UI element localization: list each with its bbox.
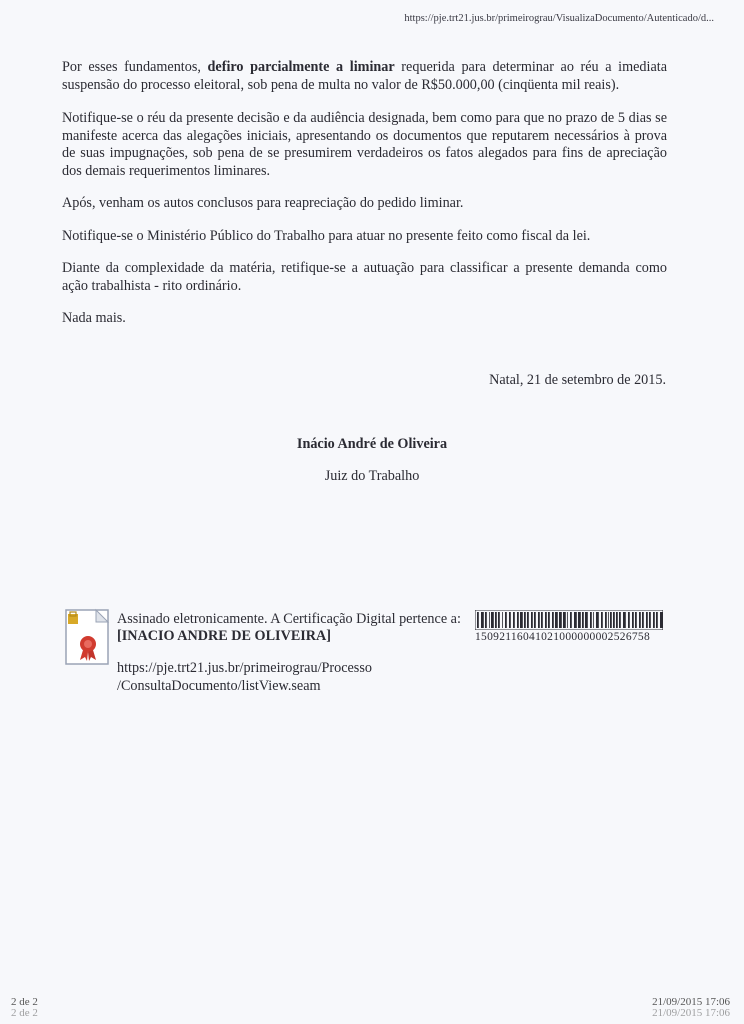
barcode-bar — [545, 612, 547, 628]
barcode-bar — [632, 612, 634, 628]
barcode-bar — [601, 612, 603, 628]
barcode-bar — [502, 612, 503, 628]
barcode-bar — [635, 612, 637, 628]
barcode-bar — [498, 612, 500, 628]
barcode-bar — [563, 612, 566, 628]
barcode-bar — [582, 612, 584, 628]
barcode-bar — [613, 612, 615, 628]
signature-block — [117, 611, 461, 645]
barcode-bar — [605, 612, 607, 628]
judge-title: Juiz do Trabalho — [324, 468, 420, 484]
barcode-bar — [642, 612, 644, 628]
barcode-bar — [593, 612, 594, 628]
barcode-bar — [491, 612, 494, 628]
header-url: https://pje.trt21.jus.br/primeirograu/VisualizaDocumento/Autenticado/d... — [404, 13, 714, 24]
barcode-bar — [509, 612, 511, 628]
barcode-bar — [639, 612, 641, 628]
verification-url-line1: https://pje.trt21.jus.br/primeirograu/Processo — [117, 660, 372, 676]
barcode-bar — [610, 612, 612, 628]
barcode-bar — [485, 612, 487, 628]
barcode-bar — [619, 612, 621, 628]
barcode-bar — [548, 612, 550, 628]
barcode-bar — [649, 612, 651, 628]
judge-name: Inácio André de Oliveira — [296, 436, 448, 452]
page-indicator — [11, 997, 38, 1019]
notify-ministry-paragraph: Notifique-se o Ministério Público do Trabalho para atuar no presente feito como fiscal da lei. — [62, 228, 591, 244]
barcode-bar — [570, 612, 572, 628]
barcode-bar — [513, 612, 515, 628]
barcode-bar — [608, 612, 609, 628]
barcode-bar — [656, 612, 658, 628]
signer-name: [INACIO ANDRE DE OLIVEIRA] — [117, 628, 332, 644]
barcode-bar — [559, 612, 562, 628]
barcode-bar — [505, 612, 507, 628]
closing-paragraph: Nada mais. — [62, 310, 126, 326]
barcode-bar — [660, 612, 663, 628]
barcode-bar — [552, 612, 554, 628]
barcode-bar — [653, 612, 655, 628]
barcode-bar — [481, 612, 484, 628]
barcode-bar — [616, 612, 618, 628]
barcode-bar — [567, 612, 568, 628]
decision-paragraph — [62, 59, 667, 94]
barcode-bar — [623, 612, 626, 628]
signature-statement: Assinado eletronicamente. A Certificação Digital pertence a: — [117, 611, 461, 627]
print-datetime — [652, 997, 730, 1019]
barcode-bar — [628, 612, 630, 628]
decision-text-end: requerida para determinar ao réu a imediata suspensão do processo eleitoral, sob pena de multa no valor de R$50.000,00 (cinqüenta mil reais). — [62, 59, 667, 93]
barcode-number: 15092116041021000000002526758 — [475, 631, 651, 643]
barcode-bar — [531, 612, 533, 628]
verification-url[interactable] — [117, 659, 372, 695]
barcode-bar — [517, 612, 519, 628]
barcode-bar — [527, 612, 529, 628]
print-datetime-duplicate: 21/09/2015 17:06 — [652, 1007, 730, 1019]
barcode-bar — [596, 612, 599, 628]
conclusion-paragraph: Após, venham os autos conclusos para reapreciação do pedido liminar. — [62, 195, 464, 211]
page-number: 2 de 2 — [11, 996, 38, 1008]
barcode-bar — [520, 612, 523, 628]
barcode-bar — [477, 612, 479, 628]
place-date: Natal, 21 de setembro de 2015. — [489, 372, 666, 388]
verification-url-line2: /ConsultaDocumento/listView.seam — [117, 678, 321, 694]
barcode-bar — [538, 612, 540, 628]
page-number-duplicate: 2 de 2 — [11, 1007, 38, 1019]
barcode-bar — [574, 612, 577, 628]
reclassification-paragraph: Diante da complexidade da matéria, retifique-se a autuação para classificar a presente demanda como ação trabalhista - rito ordinário. — [62, 260, 667, 294]
barcode-bar — [489, 612, 490, 628]
barcode-bar — [590, 612, 592, 628]
barcode-bar — [495, 612, 497, 628]
barcode-bar — [578, 612, 581, 628]
barcode-bar — [541, 612, 543, 628]
decision-highlight: defiro parcialmente a liminar — [207, 59, 395, 75]
decision-text-start: Por esses fundamentos, — [62, 59, 208, 75]
notify-defendant-paragraph: Notifique-se o réu da presente decisão e da audiência designada, bem como para que no prazo de 5 dias se manifeste acerca das alegações iniciais, apresentando os documentos que reputarem necessários à prova de suas impugnações, sob pena de se presumirem verdadeiros os fatos alegados para fins de apreciação dos demais requerimentos liminares. — [62, 110, 667, 179]
print-datetime-text: 21/09/2015 17:06 — [652, 996, 730, 1008]
barcode-bar — [585, 612, 588, 628]
barcode-bar — [524, 612, 526, 628]
digital-certificate-icon — [64, 608, 110, 666]
barcode-bar — [555, 612, 558, 628]
barcode-bar — [534, 612, 536, 628]
document-barcode — [475, 610, 663, 630]
barcode-bar — [646, 612, 648, 628]
